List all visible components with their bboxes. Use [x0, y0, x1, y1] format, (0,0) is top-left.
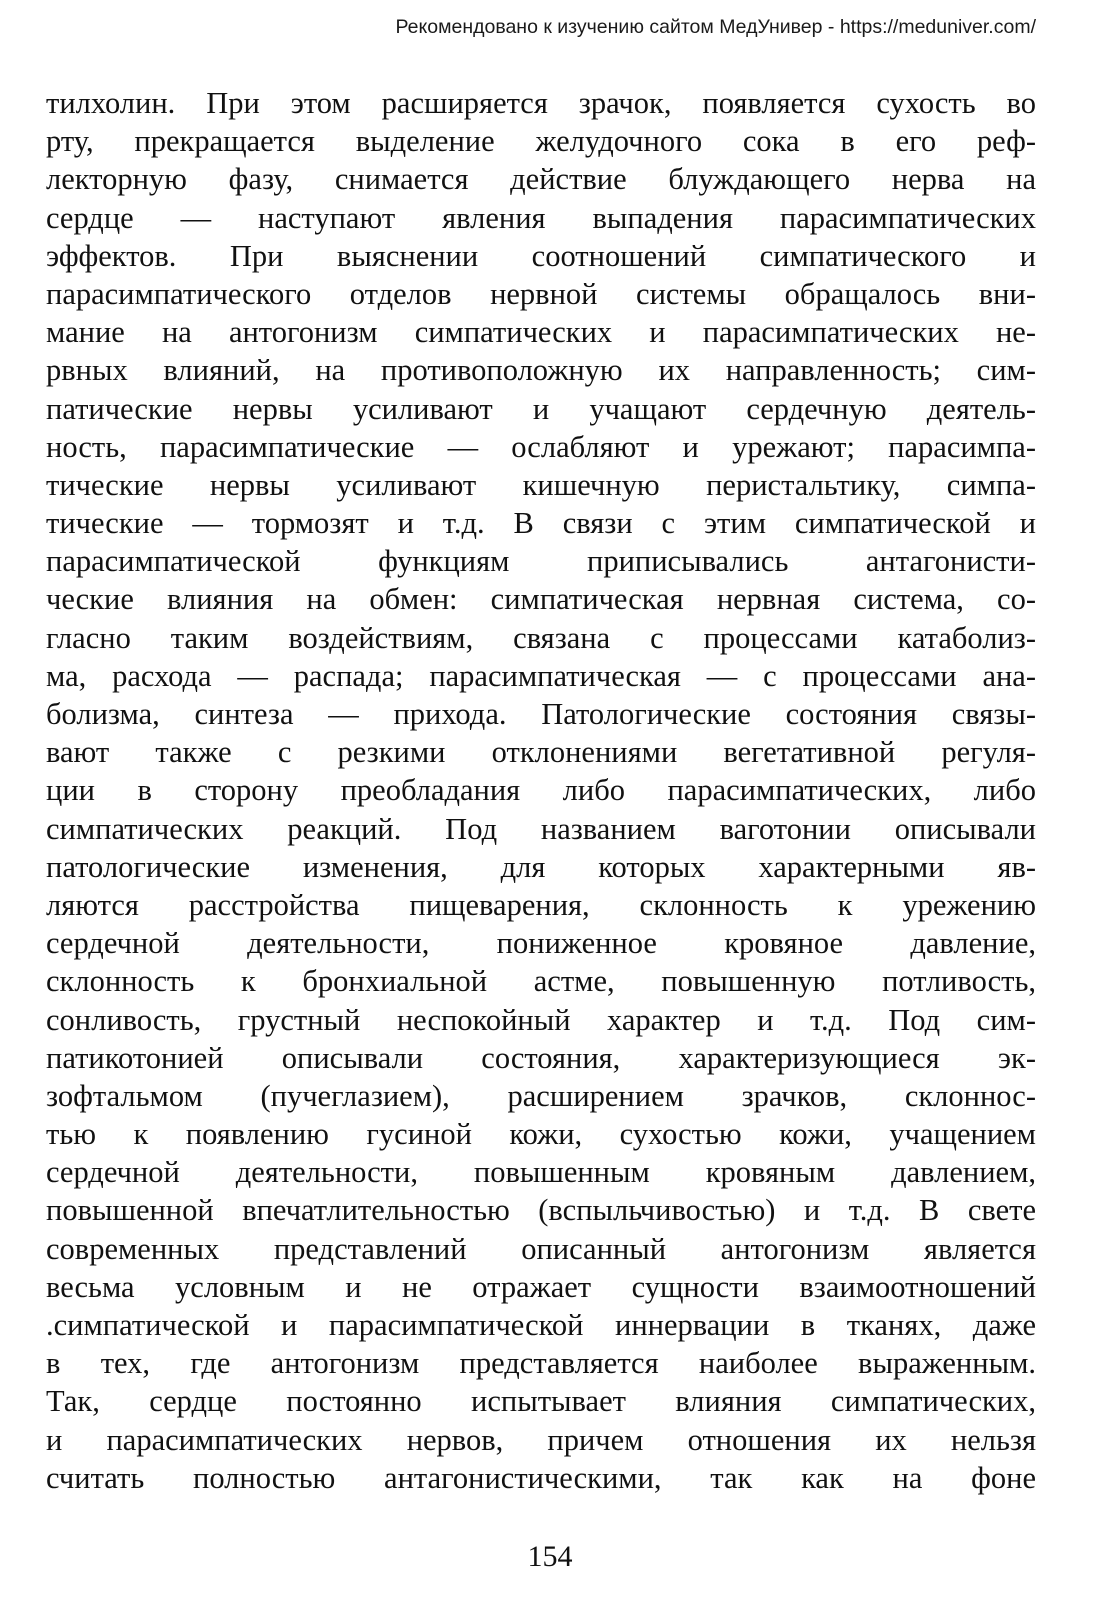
text-line: зофтальмом (пучеглазием), расширением зрачков, склоннос-	[46, 1078, 1036, 1113]
text-line: патологические изменения, для которых характерными яв-	[46, 849, 1036, 884]
text-line: болизма, синтеза — прихода. Патологические состояния связы-	[46, 697, 1036, 731]
text-line: симпатических реакций. Под названием ваготонии описывали	[46, 811, 1036, 846]
text-line: весьма условным и не отражает сущности взаимоотношений	[46, 1269, 1036, 1304]
document-body	[46, 84, 1036, 1497]
text-line: сонливость, грустный неспокойный характер и т.д. Под сим-	[46, 1002, 1036, 1037]
text-line: ма, расхода — распада; парасимпатическая — с процессами ана-	[46, 658, 1036, 693]
text-line: патические нервы усиливают и учащают сердечную деятель-	[46, 391, 1036, 426]
text-line: вают также с резкими отклонениями вегетативной регуля-	[46, 735, 1036, 770]
page-number: 154	[527, 1540, 573, 1573]
text-line: повышенной впечатлительностью (вспыльчивостью) и т.д. В свете	[46, 1193, 1036, 1228]
watermark-header: Рекомендовано к изучению сайтом МедУнивер - https://meduniver.com/	[395, 16, 1036, 38]
text-line: парасимпатической функциям приписывались антагонисти-	[46, 544, 1036, 579]
text-line: .симпатической и парасимпатической иннервации в тканях, даже	[46, 1308, 1036, 1342]
text-line: тью к появлению гусиной кожи, сухостью кожи, учащением	[46, 1117, 1036, 1152]
text-line: рту, прекращается выделение желудочного сока в его реф-	[46, 124, 1036, 159]
text-line: ции в сторону преобладания либо парасимпатических, либо	[46, 773, 1036, 808]
text-line: ность, парасимпатические — ослабляют и урежают; парасимпа-	[46, 429, 1036, 464]
text-line: сердечной деятельности, пониженное кровяное давление,	[46, 926, 1036, 961]
text-line: тилхолин. При этом расширяется зрачок, появляется сухость во	[46, 86, 1036, 120]
text-line: сердце — наступают явления выпадения парасимпатических	[46, 200, 1036, 235]
text-line: и парасимпатических нервов, причем отношения их нельзя	[46, 1422, 1036, 1457]
text-line: тические нервы усиливают кишечную перистальтику, симпа-	[46, 467, 1036, 502]
text-line: ляются расстройства пищеварения, склонность к урежению	[46, 887, 1036, 922]
text-line: ческие влияния на обмен: симпатическая нервная система, со-	[46, 582, 1036, 617]
text-line: мание на антогонизм симпатических и парасимпатических не-	[46, 315, 1036, 350]
text-line: склонность к бронхиальной астме, повышенную потливость,	[46, 964, 1036, 999]
text-line: парасимпатического отделов нервной системы обращалось вни-	[46, 276, 1036, 311]
text-line: лекторную фазу, снимается действие блуждающего нерва на	[46, 162, 1036, 197]
text-line: современных представлений описанный антогонизм является	[46, 1231, 1036, 1266]
text-line: в тех, где антогонизм представляется наиболее выраженным.	[46, 1346, 1036, 1381]
text-line: считать полностью антагонистическими, так как на фоне	[46, 1460, 1036, 1495]
text-line: Так, сердце постоянно испытывает влияния симпатических,	[46, 1384, 1036, 1419]
text-line: тические — тормозят и т.д. В связи с этим симпатической и	[46, 506, 1036, 541]
text-line: рвных влияний, на противоположную их направленность; сим-	[46, 353, 1036, 388]
text-line: сердечной деятельности, повышенным кровяным давлением,	[46, 1155, 1036, 1190]
text-line: гласно таким воздействиям, связана с процессами катаболиз-	[46, 620, 1036, 655]
text-line: эффектов. При выяснении соотношений симпатического и	[46, 238, 1036, 273]
text-line: патикотонией описывали состояния, характеризующиеся эк-	[46, 1040, 1036, 1075]
